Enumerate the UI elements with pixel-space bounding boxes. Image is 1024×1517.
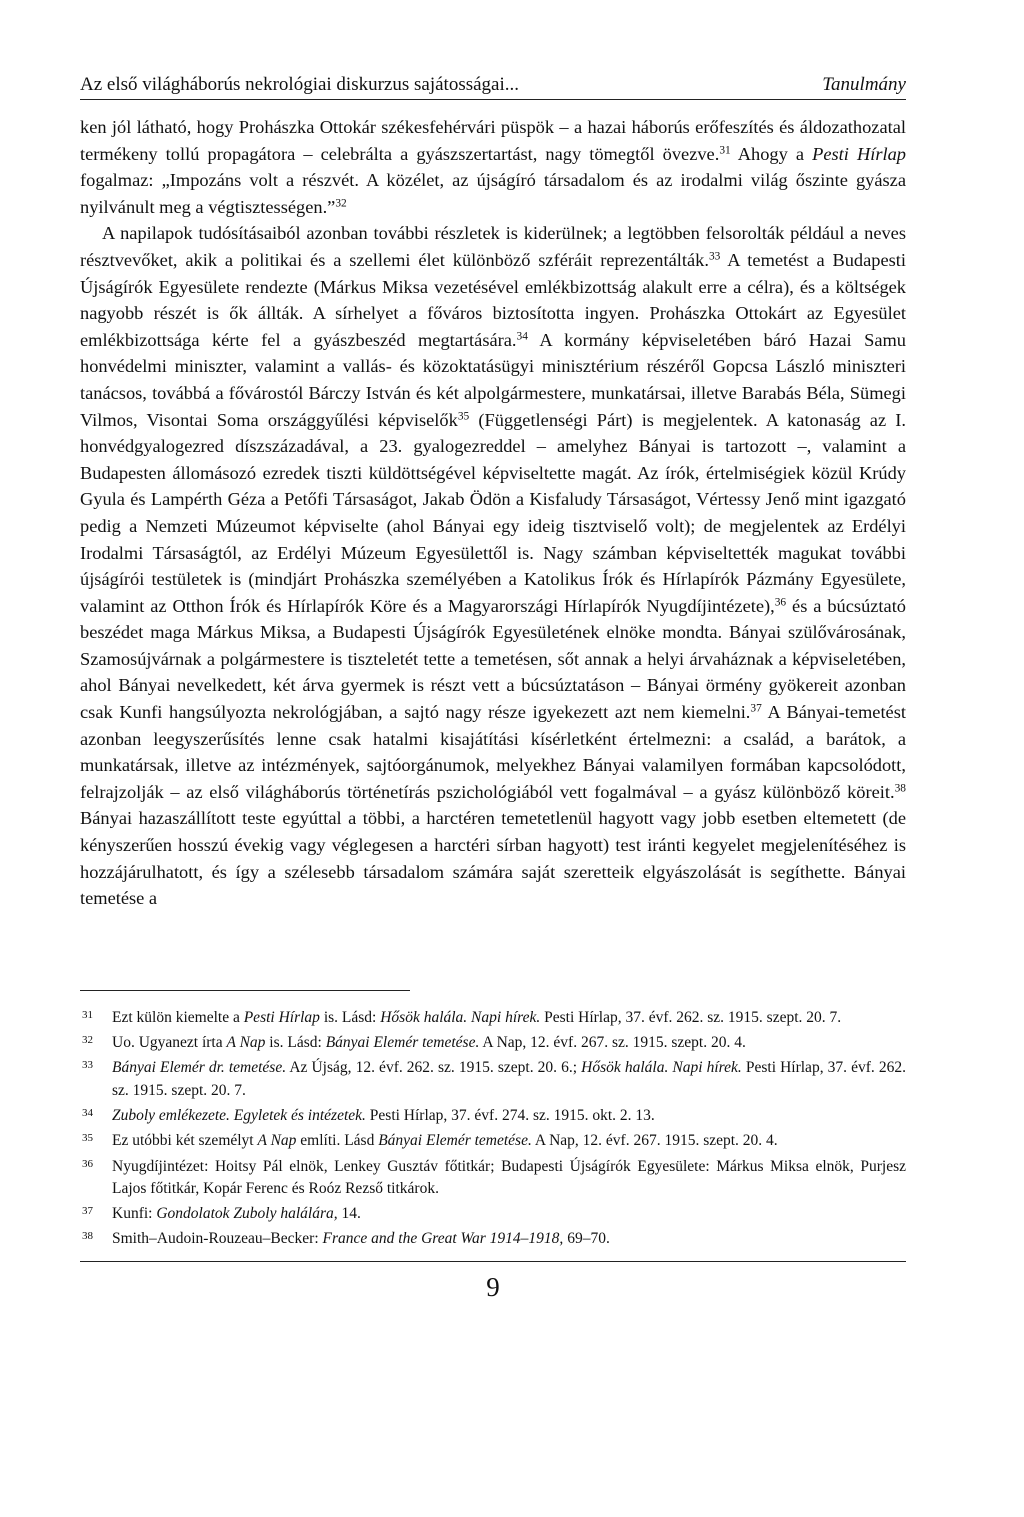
text-run: Pesti Hírlap, 37. évf. 262. sz. 1915. szept. 20. 7. bbox=[540, 1008, 842, 1026]
footnote-number: 38 bbox=[82, 1230, 93, 1243]
text-run: 14. bbox=[337, 1205, 361, 1223]
text-run: Smith–Audoin-Rouzeau–Becker: bbox=[112, 1230, 323, 1248]
text-run: is. Lásd: bbox=[319, 1008, 381, 1026]
text-run: A Nap, 12. évf. 267. sz. 1915. szept. 20. 4. bbox=[479, 1034, 746, 1052]
footnote bbox=[80, 1057, 906, 1102]
footnote-text bbox=[112, 1156, 906, 1201]
text-run: A kormány képviseletében báró Hazai Samu honvédelmi miniszter, valamint a vallás- és közoktatásügyi minisztérium részéről Gopcsa László miniszteri tanácsos, továbbá a fővárostól Bárczy István és két alpolgármestere, munkatársai, illetve Barabás Béla, Sümegi Vilmos, Visontai Soma országgyűlési képviselők bbox=[80, 329, 906, 430]
footnote bbox=[80, 1007, 906, 1029]
text-run: Az Újság, 12. évf. 262. sz. 1915. szept. 20. 6.; bbox=[286, 1059, 582, 1077]
text-run: Nyugdíjintézet: Hoitsy Pál elnök, Lenkey Gusztáv főtitkár; Budapesti Újságírók Egyesülete: Márkus Miksa elnök, Purjesz Lajos főtitkár, Kopár Ferenc és Roóz Rezső titkárok. bbox=[112, 1157, 906, 1197]
paragraph bbox=[80, 114, 906, 220]
footnote-number: 33 bbox=[82, 1059, 93, 1072]
article-title: Hősök halála. Napi hírek. bbox=[581, 1059, 742, 1077]
text-run: Pesti Hírlap, 37. évf. 262. sz. 1915. szept. 20. 7. bbox=[112, 1059, 906, 1099]
footnote bbox=[80, 1156, 906, 1201]
running-header bbox=[80, 74, 906, 100]
footnote bbox=[80, 1130, 906, 1152]
footnote-number: 37 bbox=[82, 1205, 93, 1218]
footnote-number: 31 bbox=[82, 1008, 93, 1021]
text-run: Kunfi: bbox=[112, 1205, 157, 1223]
text-run: Ez utóbbi két személyt bbox=[112, 1132, 258, 1150]
footnote-number: 36 bbox=[82, 1157, 93, 1170]
article-title: Bányai Elemér temetése. bbox=[325, 1034, 480, 1052]
footnote-number: 35 bbox=[82, 1132, 93, 1145]
footnote-ref: 33 bbox=[708, 250, 721, 263]
periodical-title: Pesti Hírlap bbox=[812, 143, 906, 164]
article-title: Hősök halála. Napi hírek. bbox=[380, 1008, 541, 1026]
footnote-separator bbox=[80, 990, 410, 991]
main-text bbox=[80, 114, 906, 912]
periodical-title: Pesti Hírlap bbox=[243, 1008, 320, 1026]
footnote-ref: 36 bbox=[774, 596, 787, 609]
text-run: 69–70. bbox=[563, 1230, 610, 1248]
footnote-text bbox=[112, 1032, 906, 1054]
text-run: fogalmaz: „Impozáns volt a részvét. A közélet, az újságíró társadalom és az irodalmi világ őszinte gyásza nyilvánult meg a végtisztességen.” bbox=[80, 170, 906, 217]
footnote-text bbox=[112, 1007, 906, 1029]
footnote-ref: 34 bbox=[516, 330, 528, 343]
footnote-text bbox=[112, 1130, 906, 1152]
work-title: Gondolatok Zuboly halálára, bbox=[156, 1205, 338, 1223]
document-page bbox=[80, 74, 906, 1303]
text-run: Ezt külön kiemelte a bbox=[112, 1008, 244, 1026]
footnote-ref: 31 bbox=[719, 144, 731, 157]
footnotes bbox=[80, 1007, 906, 1251]
text-run: ken jól látható, hogy Prohászka Ottokár székesfehérvári püspök – a hazai háborús erőfeszítés és áldozathozatal termékeny tollú propagátora – celebrálta a gyászszertartást, nagy tömegtől övezve. bbox=[80, 117, 906, 164]
footnote-ref: 38 bbox=[894, 782, 906, 795]
periodical-title: A Nap bbox=[226, 1034, 266, 1052]
footnote-ref: 32 bbox=[335, 197, 347, 210]
text-run: A Bányai-temetést azonban leegyszerűsítés lenne csak hatalmi kisajátítási kísérletként értelmezni: a család, a barátok, a munkatársak, illetve az intézmények, sajtóorgánumok, melyekhez Bányai valamilyen formában kapcsolódott, felrajzolják – az első világháborús történetírás pszichológiából vett fogalmával – a gyász különböző köreit. bbox=[80, 702, 906, 802]
running-header-title: Az első világháborús nekrológiai diskurzus sajátosságai... bbox=[80, 74, 520, 95]
article-title: Bányai Elemér temetése. bbox=[378, 1132, 532, 1150]
footnote bbox=[80, 1203, 906, 1225]
page-number: 9 bbox=[486, 1271, 500, 1302]
text-run: Bányai hazaszállított teste egyúttal a többi, a harctéren temetetlenül hagyott vagy jobb esetben eltemetett (de kényszerűen hosszú évekig vagy véglegesen a harctéri sírban hagyott) test iránti kegyelet megjelenítéséhez is hozzájárulhatott, és így a szélesebb társadalom számára saját szeretteik elgyászolását is segíthette. Bányai temetése a bbox=[80, 808, 906, 909]
footnote-text bbox=[112, 1203, 906, 1225]
footer-rule bbox=[80, 1261, 906, 1262]
footnote-text bbox=[112, 1057, 906, 1102]
running-header-section: Tanulmány bbox=[822, 74, 906, 95]
text-run: (Függetlenségi Párt) is megjelentek. A katonaság az I. honvédgyalogezred díszszázadával, a 23. gyalogezreddel – amelyhez Bányai is tartozott –, valamint a Budapesten állomásozó ezredek tiszti küldöttségével képviseltette magát. Az írók, értelmiségiek közül Krúdy Gyula és Lampérth Géza a Petőfi Társaságot, Jakab Ödön a Kisfaludy Társaságot, Vértessy Jenő mint igazgató pedig a Nemzeti Múzeumot képviselte (ahol Bányai egy ideig tisztviselő volt); de megjelentek az Erdélyi Irodalmi Társaságtól, az Erdélyi Múzeum Egyesülettől is. Nagy számban képviseltették magukat további újságírói testületek is (mindjárt Prohászka személyében a Katolikus Írók és Hírlapírók Pázmány Egyesülete, valamint az Otthon Írók és Hírlapírók Köre és a Magyarországi Hírlapírók Nyugdíjintézete), bbox=[80, 409, 906, 616]
footnote bbox=[80, 1105, 906, 1127]
footnote-number: 32 bbox=[82, 1034, 93, 1047]
text-run: is. Lásd: bbox=[265, 1034, 326, 1052]
text-run: Ahogy a bbox=[730, 143, 813, 164]
footnote-ref: 37 bbox=[750, 702, 762, 715]
text-run: Uo. Ugyanezt írta bbox=[112, 1034, 227, 1052]
footnote-text bbox=[112, 1105, 906, 1127]
paragraph bbox=[80, 220, 906, 911]
footnote-number: 34 bbox=[82, 1107, 93, 1119]
footnote bbox=[80, 1228, 906, 1250]
text-run: Pesti Hírlap, 37. évf. 274. sz. 1915. okt. 2. 13. bbox=[365, 1107, 655, 1124]
text-run: A temetést a Budapesti Újságírók Egyesülete rendezte (Márkus Miksa vezetésével emlékbizottság alakult erre a célra), és a költségek nagyobb részét is ők állták. A sírhelyet a főváros biztosította ingyen. Prohászka Ottokárt az Egyesület emlékbizottsága kérte fel a gyászbeszéd megtartására. bbox=[80, 249, 907, 350]
article-title: Zuboly emlékezete. Egyletek és intézetek. bbox=[112, 1107, 366, 1124]
text-run: A napilapok tudósításaiból azonban további részletek is kiderülnek; a legtöbben felsorolták például a neves résztvevőket, akik a politikai és a szellemi élet különböző szféráit reprezentálták. bbox=[80, 223, 906, 270]
text-run: említi. Lásd bbox=[296, 1132, 379, 1150]
text-run: A Nap, 12. évf. 267. 1915. szept. 20. 4. bbox=[531, 1132, 778, 1150]
footnote-text bbox=[112, 1228, 906, 1250]
article-title: Bányai Elemér dr. temetése. bbox=[112, 1059, 287, 1077]
periodical-title: A Nap bbox=[257, 1132, 297, 1150]
footnote-ref: 35 bbox=[457, 410, 470, 423]
footnote bbox=[80, 1032, 906, 1054]
work-title: France and the Great War 1914–1918, bbox=[322, 1230, 564, 1248]
text-run: és a búcsúztató beszédet maga Márkus Miksa, a Budapesti Újságírók Egyesületének elnöke mondta. Bányai szülővárosának, Szamosújvárnak a polgármestere is tiszteletét tette a temetésen, sőt annak a helyi árvaháznak a képviseletében, ahol Bányai nevelkedett, két árva gyermek is részt vett a búcsúztatáson – Bányai örmény gyökereit azonban csak Kunfi hangsúlyozta nekrológjában, a sajtó nagy része igyekezett azt nem kiemelni. bbox=[80, 595, 906, 723]
